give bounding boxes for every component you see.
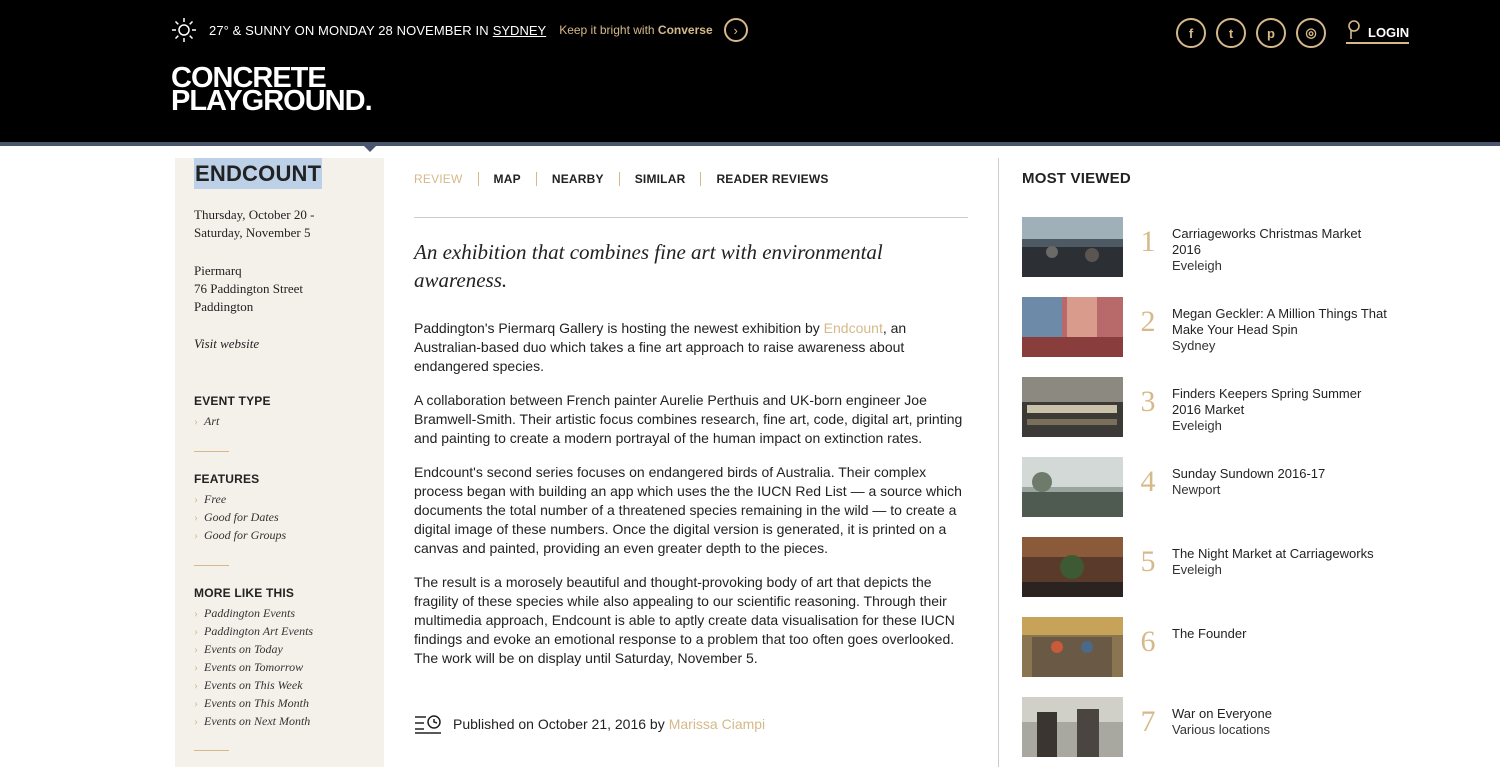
social-links <box>1176 18 1336 48</box>
chevron-right-icon: › <box>194 714 198 728</box>
features-heading: FEATURES <box>194 472 260 486</box>
article-lede: An exhibition that combines fine art with environmental awareness. <box>414 240 883 292</box>
more-like-this-heading: MORE LIKE THIS <box>194 586 295 600</box>
chevron-right-icon: › <box>194 606 198 620</box>
article-paragraph: Paddington's Piermarq Gallery is hosting the newest exhibition by Endcount, an Australian-based duo which takes a fine art approach to raise awareness about endangered species. <box>414 320 907 374</box>
thumbnail-image[interactable] <box>1022 377 1123 437</box>
item-title: Carriageworks Christmas Market 2016 Eveleigh <box>1172 226 1392 274</box>
feature-item[interactable]: › Free <box>194 492 227 506</box>
rank-number: 7 <box>1140 705 1156 738</box>
chevron-right-icon: › <box>194 492 198 506</box>
chevron-right-icon[interactable]: › <box>724 18 748 42</box>
event-title: ENDCOUNT <box>194 158 322 189</box>
tab-review[interactable]: REVIEW <box>414 172 463 186</box>
twitter-icon[interactable]: t <box>1216 18 1246 48</box>
weather-text: 27° & SUNNY ON MONDAY 28 NOVEMBER IN <box>209 22 489 38</box>
rank-number: 5 <box>1140 545 1156 578</box>
login-button[interactable] <box>1346 18 1409 44</box>
article-tabs <box>414 170 844 188</box>
thumbnail-image[interactable] <box>1022 697 1123 757</box>
weather-bar <box>171 15 748 45</box>
event-date-start: Thursday, October 20 - <box>194 207 315 222</box>
event-dates <box>194 206 314 242</box>
article-body <box>414 319 970 683</box>
more-like-this-item[interactable]: › Paddington Art Events <box>194 624 314 638</box>
item-title: Finders Keepers Spring Summer 2016 Market Eveleigh <box>1172 386 1392 434</box>
more-like-this-item[interactable]: › Events on This Week <box>194 678 303 692</box>
thumbnail-image[interactable] <box>1022 537 1123 597</box>
pinterest-icon[interactable]: p <box>1256 18 1286 48</box>
venue-street: 76 Paddington Street <box>194 281 304 296</box>
item-location: Eveleigh <box>1172 258 1222 273</box>
rank-number: 2 <box>1140 305 1156 338</box>
sponsor-text[interactable] <box>559 23 712 37</box>
chevron-right-icon: › <box>194 624 198 638</box>
header-notch <box>364 146 376 152</box>
more-like-this-item[interactable]: › Events on This Month <box>194 696 309 710</box>
sponsor-prefix: Keep it bright with <box>559 23 655 37</box>
item-title: War on Everyone Various locations <box>1172 706 1392 738</box>
sun-icon <box>171 17 197 43</box>
event-type-section <box>194 394 271 430</box>
rank-number: 3 <box>1140 385 1156 418</box>
chevron-right-icon: › <box>194 528 198 542</box>
chevron-right-icon: › <box>194 678 198 692</box>
chevron-right-icon: › <box>194 660 198 674</box>
instagram-icon[interactable]: ◎ <box>1296 18 1326 48</box>
tab-map[interactable]: MAP <box>478 172 536 186</box>
venue-name: Piermarq <box>194 263 242 278</box>
rank-number: 4 <box>1140 465 1156 498</box>
section-divider <box>194 750 229 751</box>
site-logo[interactable] <box>171 62 372 117</box>
most-viewed-item[interactable] <box>1022 297 1422 357</box>
item-location: Eveleigh <box>1172 562 1222 577</box>
key-icon <box>1346 20 1364 40</box>
rank-number: 1 <box>1140 225 1156 258</box>
event-type-heading: EVENT TYPE <box>194 394 271 408</box>
weather-city-link[interactable]: SYDNEY <box>492 22 547 38</box>
item-location: Newport <box>1172 482 1221 497</box>
thumbnail-image[interactable] <box>1022 617 1123 677</box>
thumbnail-image[interactable] <box>1022 457 1123 517</box>
features-section <box>194 472 286 544</box>
event-type-item[interactable]: › Art <box>194 414 220 428</box>
column-divider <box>998 158 999 767</box>
item-title: Megan Geckler: A Million Things That Make Your Head Spin Sydney <box>1172 306 1392 354</box>
thumbnail-image[interactable] <box>1022 297 1123 357</box>
calendar-clock-icon <box>414 714 442 734</box>
logo-line-1: CONCRETE <box>171 62 326 94</box>
sponsor-brand: Converse <box>657 23 713 37</box>
site-header <box>0 0 1500 142</box>
most-viewed-item[interactable] <box>1022 697 1422 757</box>
facebook-icon[interactable]: f <box>1176 18 1206 48</box>
endcount-link[interactable]: Endcount <box>823 320 883 336</box>
logo-line-2: PLAYGROUND. <box>171 85 372 117</box>
event-venue <box>194 262 303 316</box>
rank-number: 6 <box>1140 625 1156 658</box>
article-paragraph: The result is a morosely beautiful and thought-provoking body of art that depicts the fragility of these species while also appealing to our scientific reasoning. Through their multimedia approach, Endcount is able to aptly create data visualisation for these IUCN findings and evoke an emotional response to a problem that too often goes overlooked. The work will be on display until Saturday, November 5. <box>414 574 955 666</box>
venue-suburb: Paddington <box>194 299 254 314</box>
event-info-sidebar <box>175 158 384 767</box>
most-viewed-item[interactable] <box>1022 377 1422 437</box>
section-divider <box>194 565 229 566</box>
more-like-this-item[interactable]: › Events on Today <box>194 642 283 656</box>
published-text: Published on October 21, 2016 by <box>453 716 665 732</box>
tab-similar[interactable]: SIMILAR <box>619 172 701 186</box>
item-title: Sunday Sundown 2016-17 Newport <box>1172 466 1392 498</box>
feature-item[interactable]: › Good for Dates <box>194 510 279 524</box>
visit-website-link[interactable]: Visit website <box>194 336 260 351</box>
most-viewed-item[interactable] <box>1022 617 1422 677</box>
tab-nearby[interactable]: NEARBY <box>536 172 619 186</box>
most-viewed-item[interactable] <box>1022 457 1422 517</box>
article-paragraph: Endcount's second series focuses on endangered birds of Australia. Their complex process began with building an app which uses the the IUCN Red List — a source which documents the total number of a threatened species remaining in the wild — to create a digital image of these numbers. Once the digital version is generated, it is printed on a canvas and painted, providing an even greater depth to the pieces. <box>414 464 962 556</box>
item-title: The Night Market at Carriageworks Eveleigh <box>1172 546 1392 578</box>
item-title: The Founder <box>1172 626 1247 641</box>
header-stripe <box>0 142 1500 146</box>
most-viewed-item[interactable] <box>1022 217 1422 277</box>
thumbnail-image[interactable] <box>1022 217 1123 277</box>
item-location: Sydney <box>1172 338 1216 353</box>
more-like-this-item[interactable]: › Events on Tomorrow <box>194 660 304 674</box>
most-viewed-heading: MOST VIEWED <box>1022 170 1131 187</box>
more-like-this-section <box>194 586 313 730</box>
published-byline <box>414 714 765 734</box>
tab-reader-reviews[interactable]: READER REVIEWS <box>700 172 843 186</box>
item-location: Eveleigh <box>1172 418 1222 433</box>
tabs-divider <box>414 217 968 218</box>
chevron-right-icon: › <box>194 642 198 656</box>
most-viewed-item[interactable] <box>1022 537 1422 597</box>
more-like-this-item[interactable]: › Events on Next Month <box>194 714 311 728</box>
author-link[interactable]: Marissa Ciampi <box>668 716 766 732</box>
article-paragraph: A collaboration between French painter Aurelie Perthuis and UK-born engineer Joe Bramwell-Smith. Their artistic focus combines research, fine art, code, digital art, printing and painting to create a modern portrayal of the human impact on extinction rates. <box>414 392 963 446</box>
section-divider <box>194 451 229 452</box>
more-like-this-item[interactable]: › Paddington Events <box>194 606 295 620</box>
chevron-right-icon: › <box>194 510 198 524</box>
item-location: Various locations <box>1172 722 1271 737</box>
login-label: LOGIN <box>1368 25 1410 40</box>
feature-item[interactable]: › Good for Groups <box>194 528 287 542</box>
chevron-right-icon: › <box>194 414 198 428</box>
chevron-right-icon: › <box>194 696 198 710</box>
event-date-end: Saturday, November 5 <box>194 225 311 240</box>
